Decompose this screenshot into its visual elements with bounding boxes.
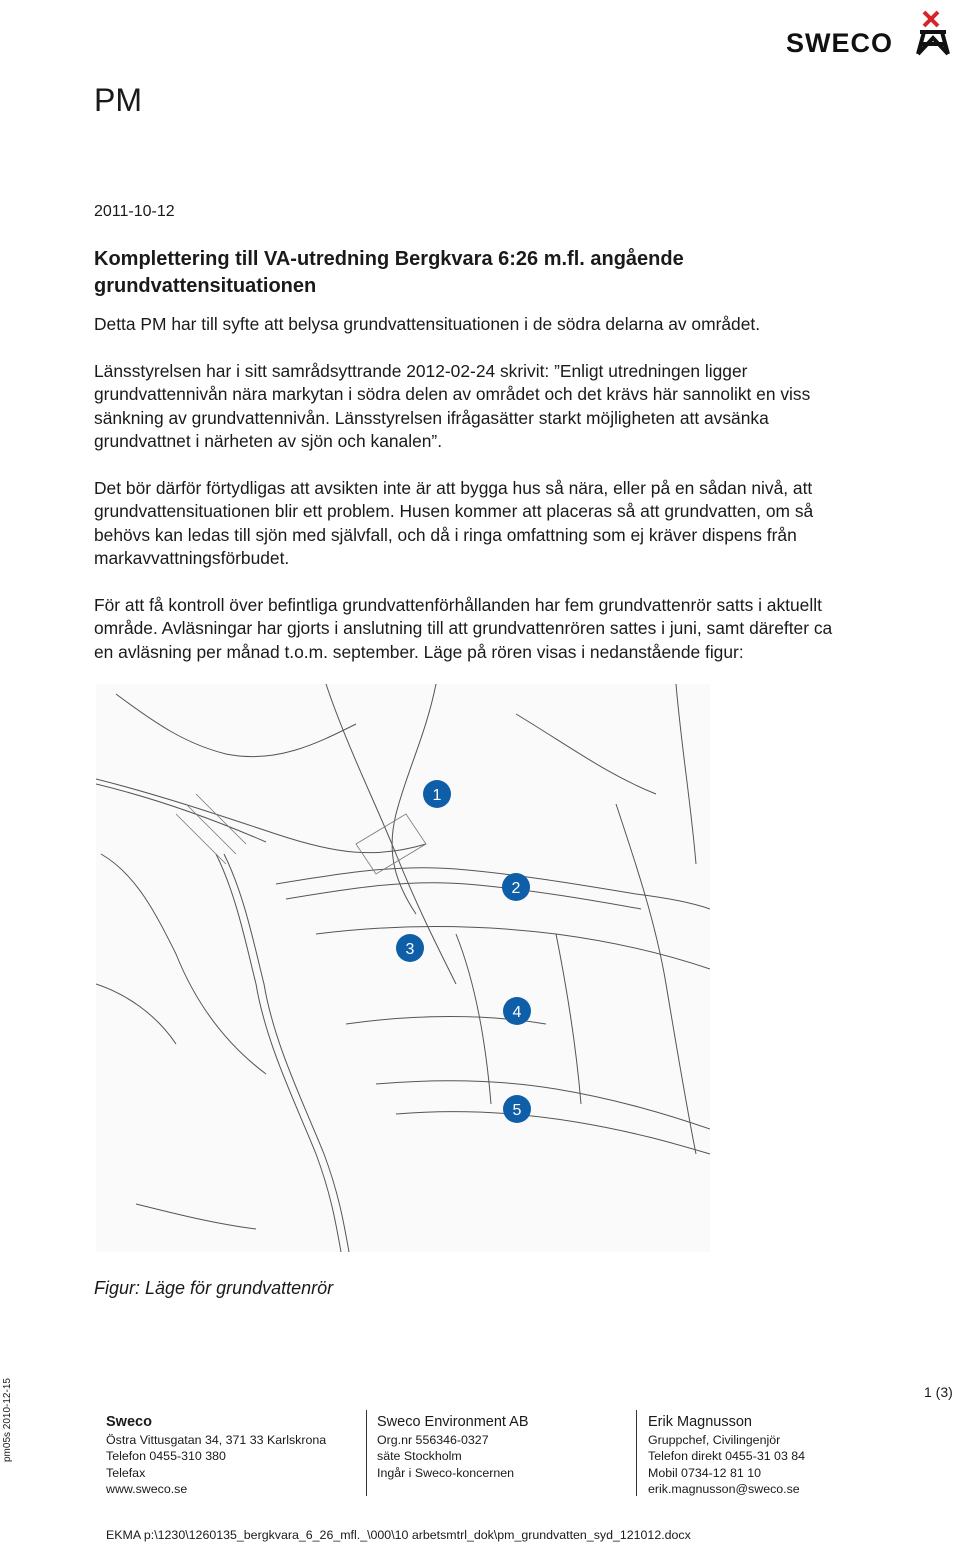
paragraph-groundwater-pipes <box>94 594 960 664</box>
figure-caption: Figur: Läge för grundvattenrör <box>94 1278 334 1298</box>
pipe-marker-2 <box>502 873 530 901</box>
text-line: grundvattnet i närheten av sjön och kanalen”. <box>94 431 443 452</box>
text-line: grundvattennivån nära markytan i södra delen av området och det krävs här sannolikt en viss <box>94 384 811 405</box>
sweco-figure-icon <box>916 6 950 56</box>
page-number: 1 (3) <box>924 1384 953 1400</box>
text-line: Detta PM har till syfte att belysa grundvattensituationen i de södra delarna av området. <box>94 314 761 334</box>
footer-direct-phone: Telefon direkt 0455-31 03 84 <box>648 1449 806 1464</box>
text-line: För att få kontroll över befintliga grundvattenförhållanden har fem grundvattenrör satts i aktuellt <box>94 595 822 615</box>
footer-company-name: Sweco <box>106 1414 152 1430</box>
footer-divider <box>636 1410 637 1496</box>
text-line: grundvattensituationen blir ett problem. Husen kommer att placeras så att grundvatten, om så <box>94 501 814 522</box>
pipe-marker-5 <box>503 1095 531 1123</box>
text-line: sänkning av grundvattennivån. Länsstyrelsen ifrågasätter starkt möjligheten att avsänka <box>94 407 769 428</box>
text-line: Det bör därför förtydligas att avsikten inte är att bygga hus så nära, eller på en sådan nivå, att <box>94 478 813 498</box>
document-heading <box>94 246 894 300</box>
footer-contact-title: Gruppchef, Civilingenjör <box>648 1433 781 1447</box>
footer-fax: Telefax <box>106 1465 146 1480</box>
footer-group: Ingår i Sweco-koncernen <box>377 1465 515 1480</box>
footer-contact <box>648 1412 805 1498</box>
text-line: Länsstyrelsen har i sitt samrådsyttrande 2012-02-24 skrivit: ”Enligt utredningen ligger <box>94 361 748 381</box>
footer-contact-name: Erik Magnusson <box>648 1414 752 1430</box>
text-line: markavvattningsförbudet. <box>94 548 290 569</box>
pipe-marker-3 <box>396 934 424 962</box>
document-type: PM <box>94 82 142 118</box>
marker-label: 5 <box>512 1102 522 1119</box>
footer-divider <box>366 1410 367 1496</box>
groundwater-pipe-map <box>96 684 710 1252</box>
logo-text: SWECO <box>786 28 894 58</box>
map-background <box>96 684 710 1252</box>
text-line: område. Avläsningar har gjorts i anslutning till att grundvattenrören sattes i juni, samt därefter ca <box>94 618 833 639</box>
footer-mobile: Mobil 0734-12 81 10 <box>648 1465 761 1480</box>
footer-seat: säte Stockholm <box>377 1449 462 1464</box>
heading-line: grundvattensituationen <box>94 275 317 297</box>
pipe-marker-1 <box>423 780 451 808</box>
template-tag: pm05s 2010-12-15 <box>2 1378 13 1462</box>
marker-label: 3 <box>405 941 415 958</box>
footer-email[interactable]: erik.magnusson@sweco.se <box>648 1482 800 1497</box>
paragraph-purpose <box>94 313 960 336</box>
footer-legal-entity <box>377 1412 529 1481</box>
footer-company <box>106 1412 326 1498</box>
paragraph-clarification <box>94 477 960 571</box>
document-date: 2011-10-12 <box>94 203 175 220</box>
footer-entity-name: Sweco Environment AB <box>377 1414 529 1430</box>
footer-address: Östra Vittusgatan 34, 371 33 Karlskrona <box>106 1433 327 1447</box>
footer-phone: Telefon 0455-310 380 <box>106 1449 226 1464</box>
text-line: en avläsning per månad t.o.m. september. Läge på rören visas i nedanstående figur: <box>94 641 744 662</box>
file-reference: EKMA p:\1230\1260135_bergkvara_6_26_mfl._\000\10 arbetsmtrl_dok\pm_grundvatten_syd_121012.docx <box>106 1528 691 1542</box>
paragraph-lansstyrelsen <box>94 360 960 454</box>
marker-label: 1 <box>432 787 442 804</box>
heading-line: Komplettering till VA-utredning Bergkvara 6:26 m.fl. angående <box>94 248 684 270</box>
marker-label: 2 <box>511 880 521 897</box>
marker-label: 4 <box>512 1004 522 1021</box>
pipe-marker-4 <box>503 997 531 1025</box>
footer-website[interactable]: www.sweco.se <box>106 1482 188 1497</box>
text-line: behövs kan ledas till sjön med självfall, och då i ringa omfattning som ej kräver dispens från <box>94 524 797 545</box>
sweco-logo <box>786 6 956 58</box>
footer-org-number: Org.nr 556346-0327 <box>377 1433 489 1447</box>
